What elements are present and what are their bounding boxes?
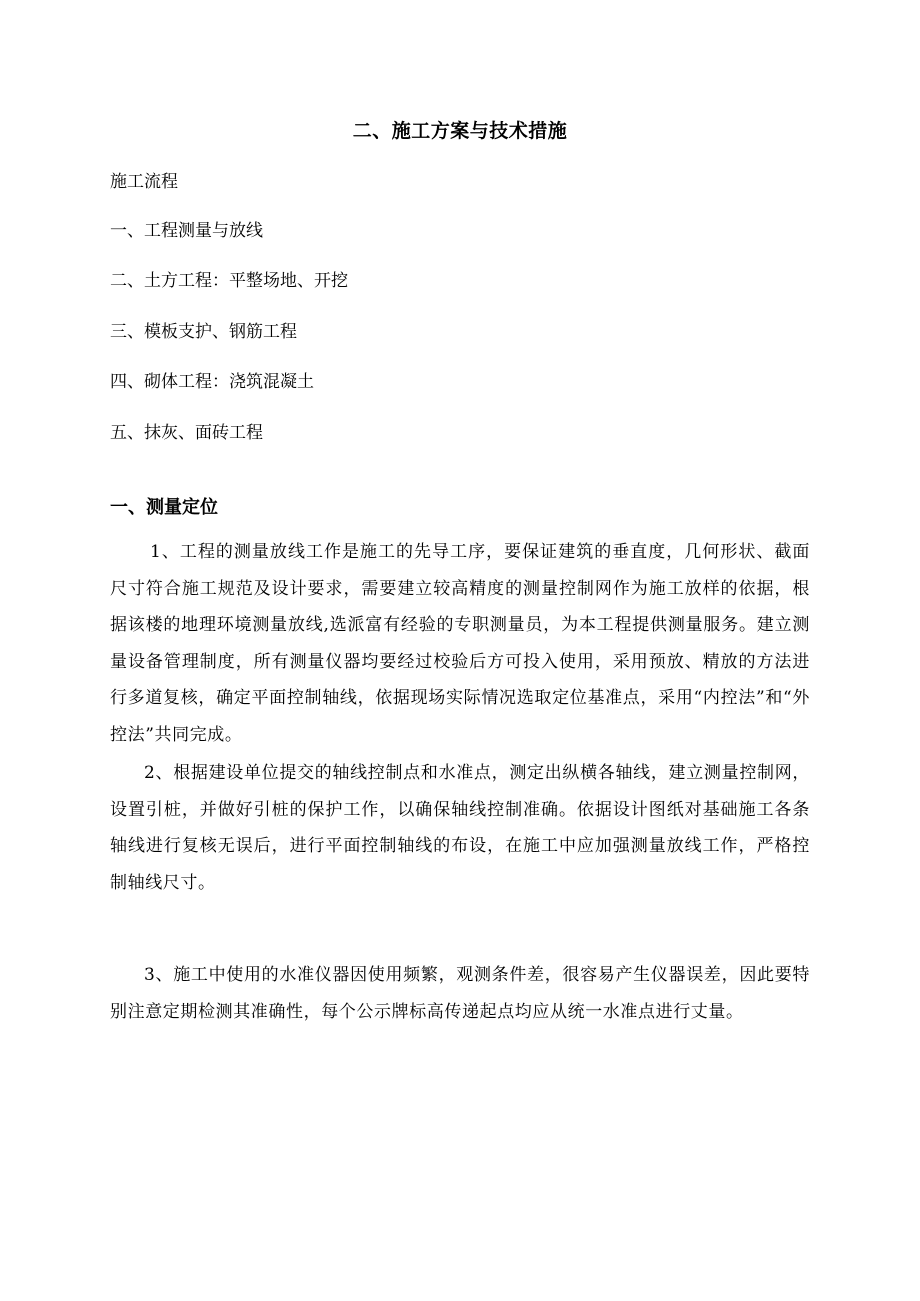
paragraph: 1、工程的测量放线工作是施工的先导工序，要保证建筑的垂直度，几何形状、截面尺寸符合施工规范及设计要求，需要建立较高精度的测量控制网作为施工放样的依据，根据该楼的地理环境测量放线,选派富有经验的专职测量员，为本工程提供测量服务。建立测量设备管理制度，所有测量仪器均要经过校验后方可投入使用，采用预放、精放的方法进行多道复核，确定平面控制轴线，依据现场实际情况选取定位基准点，采用“内控法”和“外控法”共同完成。 (110, 542, 810, 745)
section-heading: 一、测量定位 (110, 497, 218, 518)
flow-item: 二、土方工程：平整场地、开挖 (110, 271, 348, 291)
document-title: 二、施工方案与技术措施 (352, 120, 568, 142)
construction-flow-heading: 施工流程 (110, 172, 178, 192)
flow-item: 一、工程测量与放线 (110, 221, 263, 241)
flow-item: 五、抹灰、面砖工程 (110, 423, 263, 443)
paragraph: 2、根据建设单位提交的轴线控制点和水准点，测定出纵横各轴线，建立测量控制网，设置引桩，并做好引桩的保护工作，以确保轴线控制准确。依据设计图纸对基础施工各条轴线进行复核无误后，进行平面控制轴线的布设，在施工中应加强测量放线工作，严格控制轴线尺寸。 (110, 763, 810, 893)
paragraph: 3、施工中使用的水准仪器因使用频繁，观测条件差，很容易产生仪器误差，因此要特别注意定期检测其准确性，每个公示牌标高传递起点均应从统一水准点进行丈量。 (110, 965, 810, 1022)
flow-item: 三、模板支护、钢筋工程 (110, 322, 297, 342)
flow-item: 四、砌体工程：浇筑混凝土 (110, 372, 314, 392)
